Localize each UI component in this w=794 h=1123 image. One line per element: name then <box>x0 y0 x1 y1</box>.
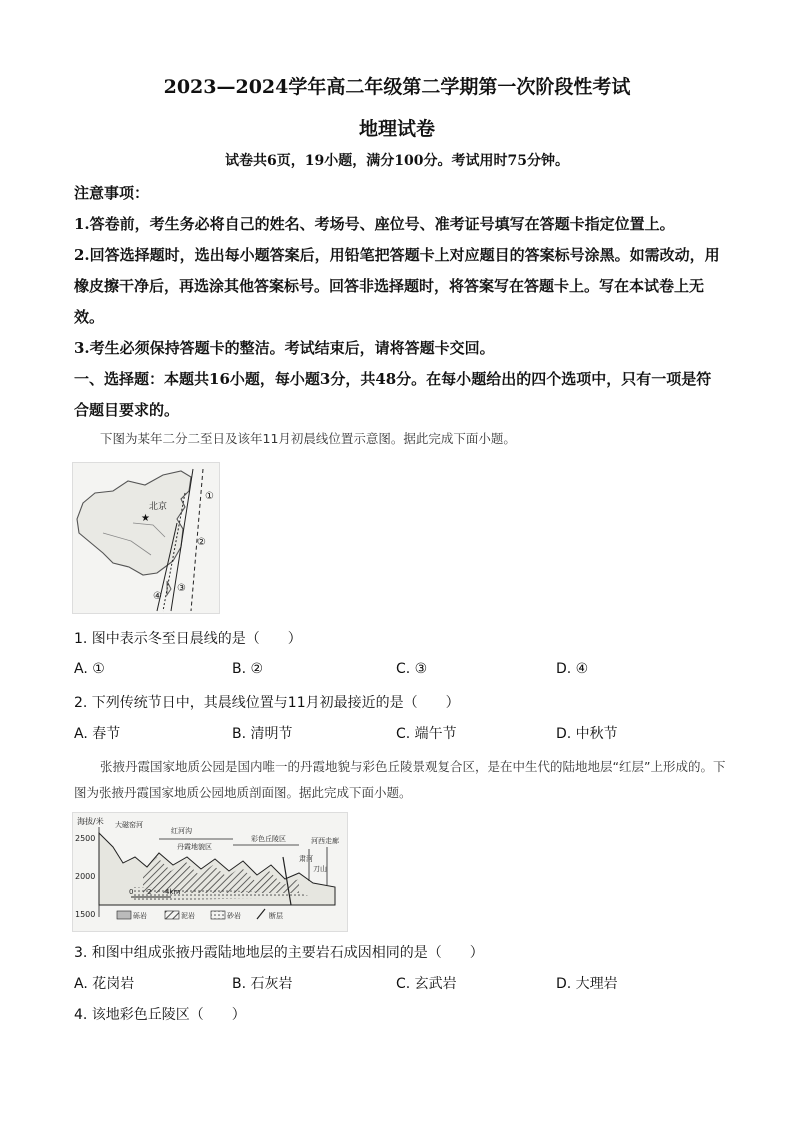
q2-option-b: B. 清明节 <box>232 726 293 742</box>
place-label: 大磁窑河 <box>115 821 143 829</box>
legend-label: 泥岩 <box>181 912 195 920</box>
legend-swatch-fault <box>257 909 265 919</box>
elevation-axis-label: 海拔/米 <box>77 817 104 826</box>
q2-option-c: C. 端午节 <box>396 726 457 742</box>
terminator-map-figure <box>72 462 220 614</box>
q3-option-c: C. 玄武岩 <box>396 976 457 992</box>
legend-label: 砾岩 <box>133 912 147 920</box>
geological-profile <box>73 813 347 931</box>
q2-option-a: A. 春节 <box>74 726 121 742</box>
q3-option-d: D. 大理岩 <box>556 976 618 992</box>
exam-info: 试卷共6页，19小题，满分100分。考试用时75分钟。 <box>225 153 569 169</box>
scale-tick: 0 <box>129 888 134 896</box>
place-label: 红河沟 <box>171 827 192 835</box>
q1-option-b: B. ② <box>232 661 264 677</box>
group1-intro: 下图为某年二分二至日及该年11月初晨线位置示意图。据此完成下面小题。 <box>100 431 516 446</box>
q3-option-a: A. 花岗岩 <box>74 976 135 992</box>
q1-option-d: D. ④ <box>556 661 589 677</box>
ytick-2500: 2500 <box>75 834 96 843</box>
line-label-1: ① <box>205 491 214 502</box>
ytick-2000: 2000 <box>75 872 96 881</box>
q2-option-d: D. 中秋节 <box>556 726 618 742</box>
line-label-4: ④ <box>153 591 162 602</box>
place-label: 肃河 <box>299 855 313 863</box>
place-label: 丹霞地貌区 <box>177 843 212 851</box>
beijing-star-icon: ★ <box>141 513 150 524</box>
question-2: 2. 下列传统节日中，其晨线位置与11月初最接近的是（ ） <box>74 695 460 711</box>
question-1: 1. 图中表示冬至日晨线的是（ ） <box>74 631 302 647</box>
legend-swatch-conglomerate <box>117 911 131 919</box>
line-label-2: ② <box>197 537 206 548</box>
section-heading: 一、选择题：本题共16小题，每小题3分，共48分。在每小题给出的四个选项中，只有一项是符合题目要求的。 <box>74 370 712 419</box>
geological-profile-figure <box>72 812 348 932</box>
ytick-1500: 1500 <box>75 910 96 919</box>
q3-option-b: B. 石灰岩 <box>232 976 293 992</box>
question-4: 4. 该地彩色丘陵区（ ） <box>74 1007 246 1023</box>
legend-label: 砂岩 <box>227 912 241 920</box>
legend-label: 断层 <box>269 912 283 920</box>
scale-tick: 4km <box>165 888 181 896</box>
notes-heading: 注意事项： <box>74 184 150 202</box>
exam-subtitle: 地理试卷 <box>358 118 435 140</box>
question-3: 3. 和图中组成张掖丹霞陆地地层的主要岩石成因相同的是（ ） <box>74 945 484 961</box>
note-item-1: 1.答卷前，考生务必将自己的姓名、考场号、座位号、准考证号填写在答题卡指定位置上。 <box>74 215 675 233</box>
exam-title: 2023—2024学年高二年级第二学期第一次阶段性考试 <box>163 76 631 98</box>
group2-intro: 张掖丹霞国家地质公园是国内唯一的丹霞地貌与彩色丘陵景观复合区，是在中生代的陆地地层“红层”上形成的。下图为张掖丹霞国家地质公园地质剖面图。据此完成下面小题。 <box>74 759 726 800</box>
line-label-3: ③ <box>177 583 186 594</box>
city-label: 北京 <box>149 502 168 512</box>
q1-option-a: A. ① <box>74 661 105 677</box>
place-label: 彩色丘陵区 <box>251 835 286 843</box>
scale-tick: 2 <box>147 888 152 896</box>
terminator-map <box>73 463 219 613</box>
note-item-3: 3.考生必须保持答题卡的整洁。考试结束后，请将答题卡交回。 <box>74 339 495 357</box>
note-item-2: 2.回答选择题时，选出每小题答案后，用铅笔把答题卡上对应题目的答案标号涂黑。如需改动，用橡皮擦干净后，再选涂其他答案标号。回答非选择题时，将答案写在答题卡上。写在本试卷上无效。 <box>74 246 720 326</box>
legend-swatch-mudstone <box>165 911 179 919</box>
legend-swatch-sandstone <box>211 911 225 919</box>
place-label: 刀山 <box>313 865 327 873</box>
place-label: 河西走廊 <box>311 837 339 845</box>
q1-option-c: C. ③ <box>396 661 428 677</box>
